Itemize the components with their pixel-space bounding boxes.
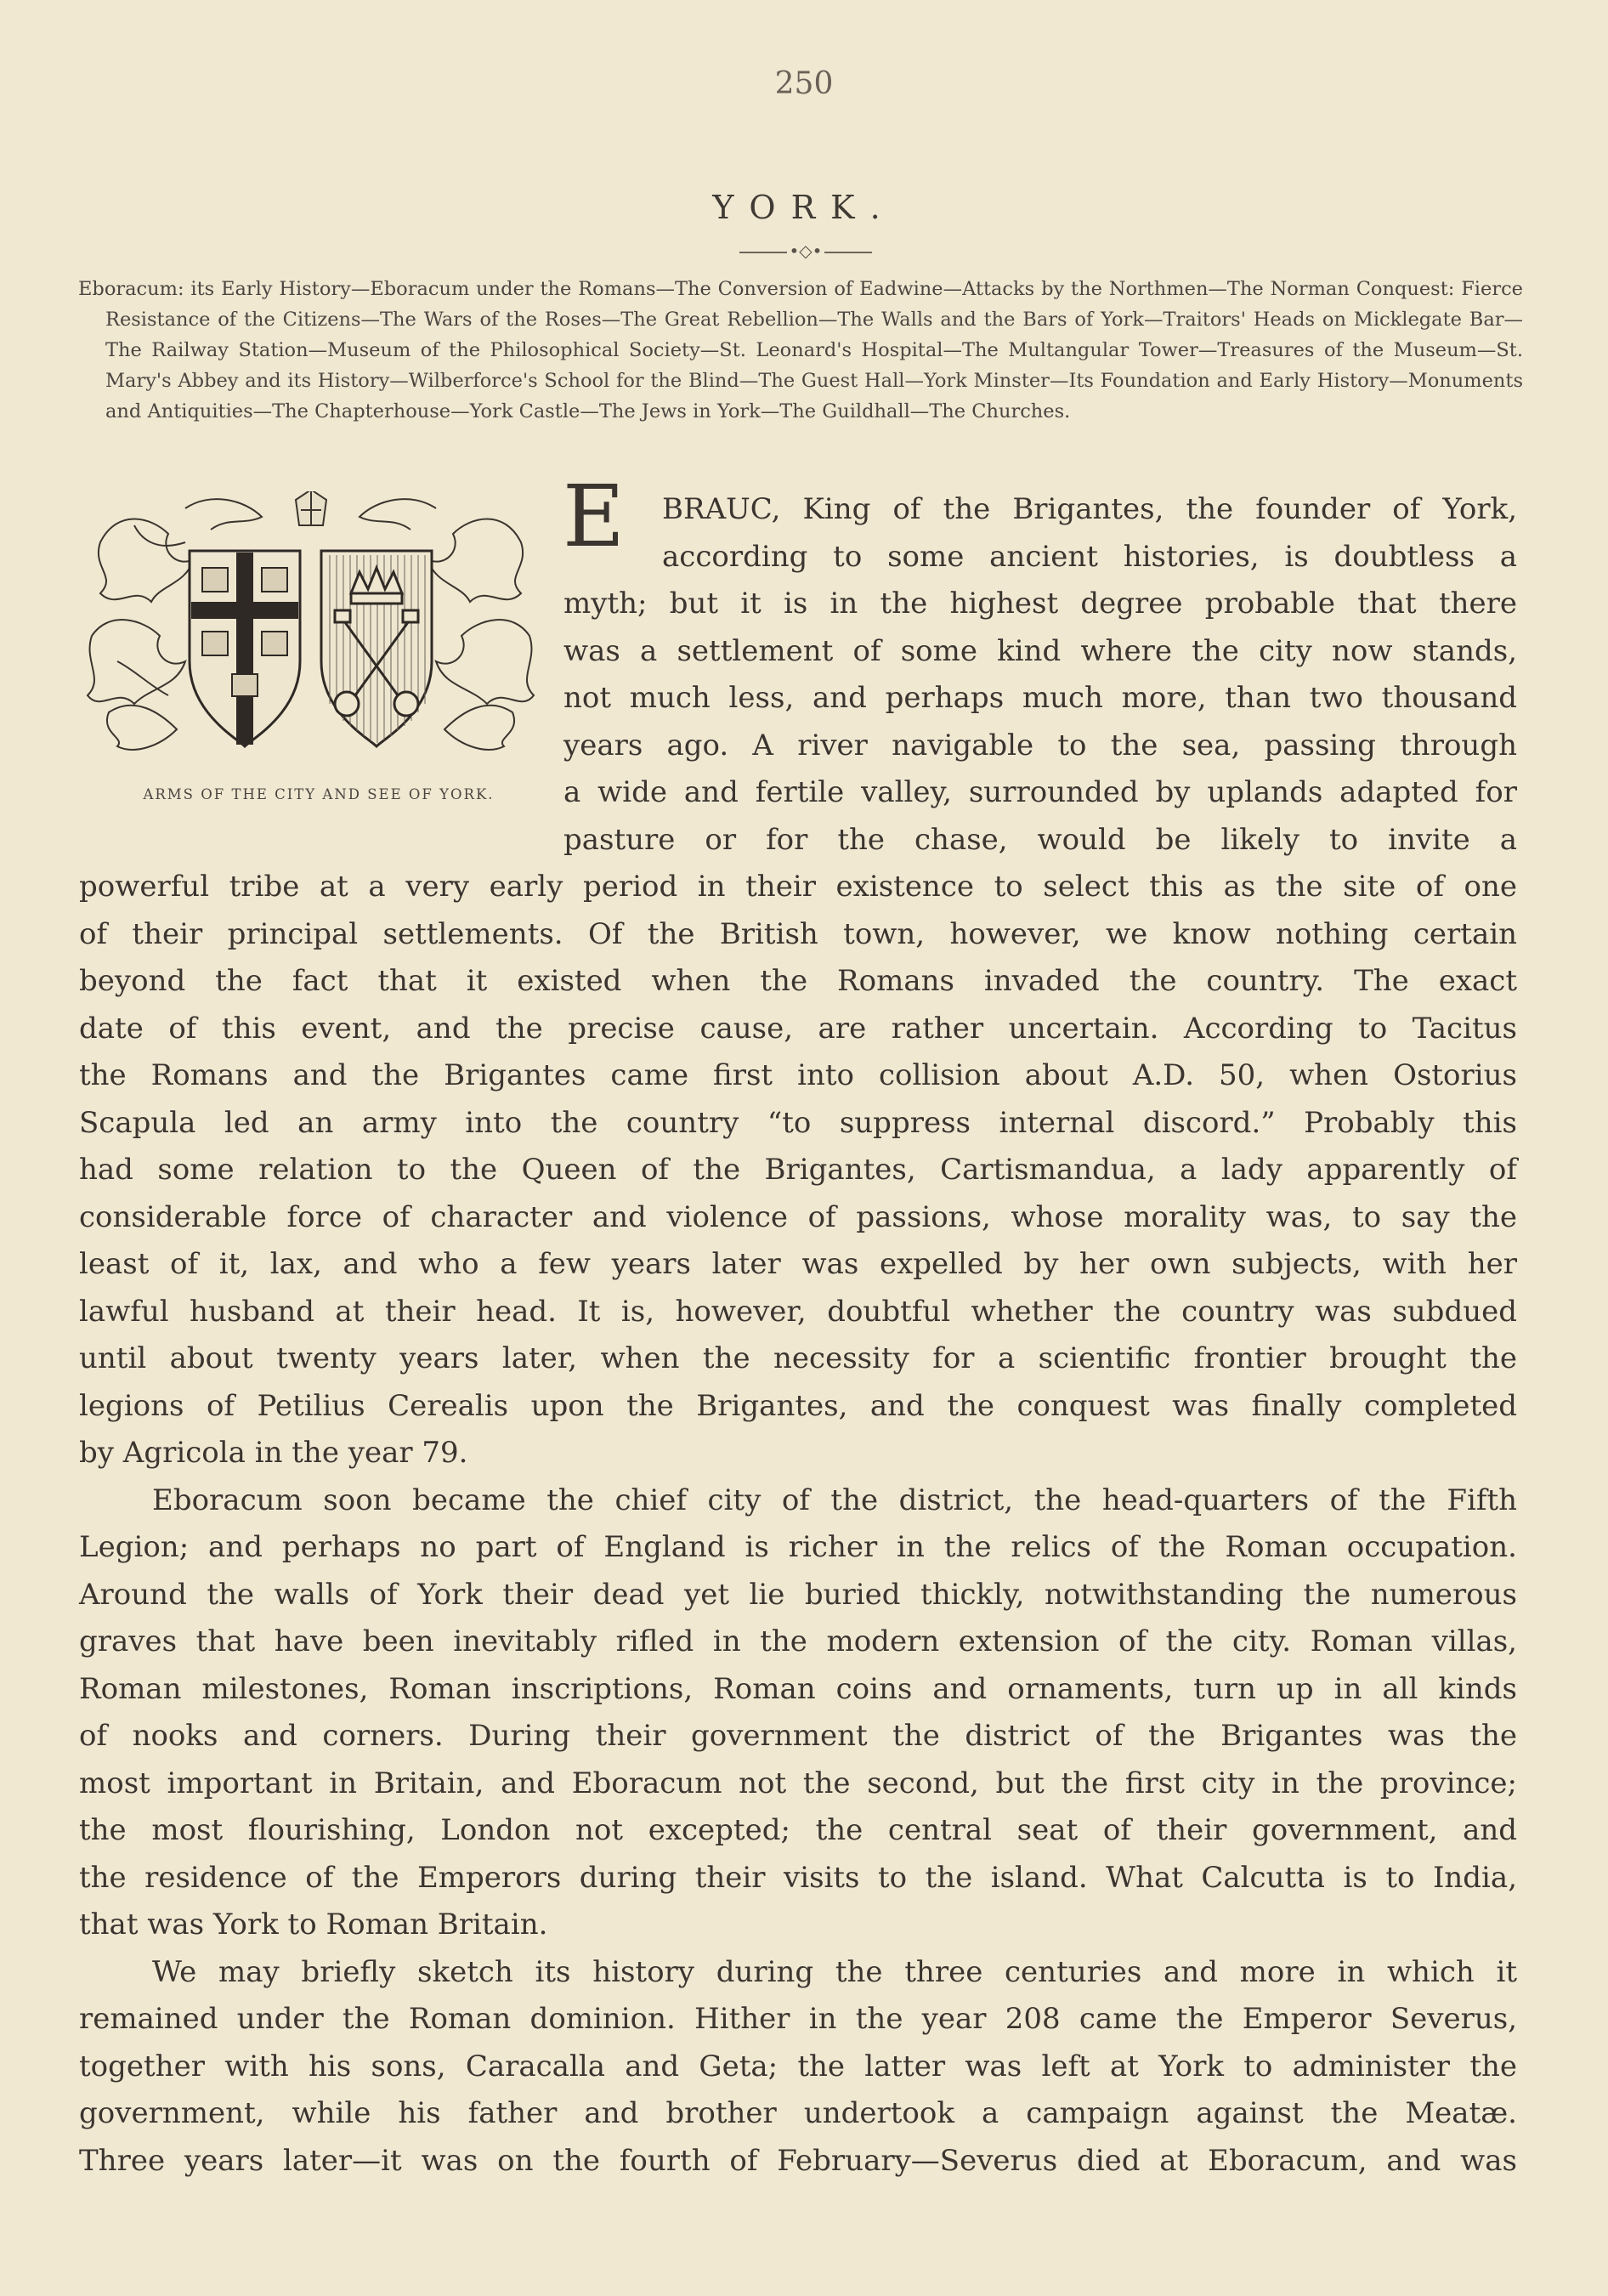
- body-text: [79, 864, 1517, 2185]
- text-line: had some relation to the Queen of the Brigantes, Cartismandua, a lady apparently of: [79, 1153, 1517, 1187]
- chapter-title: YORK.: [712, 189, 896, 226]
- illustration-caption: ARMS OF THE CITY AND SEE OF YORK.: [143, 786, 495, 802]
- text-line: the residence of the Emperors during their visits to the island. What Calcutta is to India,: [79, 1860, 1517, 1895]
- text-line: myth; but it is in the highest degree probable that there: [563, 587, 1517, 621]
- text-line: legions of Petilius Cerealis upon the Brigantes, and the conquest was finally completed: [79, 1388, 1517, 1423]
- text-line: Eboracum soon became the chief city of the district, the head-quarters of the Fifth: [152, 1482, 1517, 1517]
- text-line: Legion; and perhaps no part of England is richer in the relics of the Roman occupation.: [79, 1530, 1517, 1564]
- text-line: until about twenty years later, when the necessity for a scientific frontier brought the: [79, 1341, 1517, 1375]
- text-line: was a settlement of some kind where the city now stands,: [563, 633, 1517, 668]
- text-line: government, while his father and brother undertook a campaign against the Meatæ.: [79, 2096, 1517, 2130]
- text-line: considerable force of character and violence of passions, whose morality was, to say the: [79, 1199, 1517, 1234]
- chapter-summary-text: Eboracum: its Early History—Eboracum under the Romans—The Conversion of Eadwine—Attacks by the Northmen—The Norman Conquest: Fierce Resistance of the Citizens—The Wars of the Roses—The Great Rebellion—The Walls and the Bars of York—Traitors' Heads on Micklegate Bar—The Railway Station—Museum of the Philosophical Society—St. Leonard's Hospital—The Multangular Tower—Treasures of the Museum—St. Mary's Abbey and its History—Wilberforce's School for the Blind—The Guest Hall—York Minster—Its Foundation and Early History—Monuments and Antiquities—The Chapterhouse—York Castle—The Jews in York—The Guildhall—The Churches.: [78, 278, 1523, 422]
- drop-cap: E: [563, 467, 625, 566]
- text-line: a wide and fertile valley, surrounded by uplands adapted for: [563, 775, 1517, 809]
- text-line: Around the walls of York their dead yet lie buried thickly, notwithstanding the numerous: [79, 1577, 1517, 1612]
- text-line: according to some ancient histories, is doubtless a: [662, 539, 1517, 574]
- rule-ornament-icon: •◇•: [787, 241, 824, 261]
- text-line: Three years later—it was on the fourth of February—Severus died at Eboracum, and was: [79, 2143, 1517, 2178]
- text-line: powerful tribe at a very early period in their existence to select this as the site of one: [79, 870, 1517, 904]
- text-line: BRAUC, King of the Brigantes, the founder of York,: [662, 492, 1517, 526]
- text-line: Scapula led an army into the country “to suppress internal discord.” Probably this: [79, 1105, 1517, 1140]
- text-line: of nooks and corners. During their government the district of the Brigantes was the: [79, 1719, 1517, 1753]
- text-line: graves that have been inevitably rifled in the modern extension of the city. Roman villas,: [79, 1624, 1517, 1658]
- coat-of-arms-illustration: [83, 491, 538, 772]
- chapter-summary: [78, 274, 1523, 427]
- text-line: together with his sons, Caracalla and Geta; the latter was left at York to administer the: [79, 2049, 1517, 2083]
- intro-paragraph: [563, 486, 1517, 864]
- text-line: most important in Britain, and Eboracum not the second, but the first city in the province;: [79, 1766, 1517, 1800]
- text-line: that was York to Roman Britain.: [79, 1908, 548, 1942]
- text-line: least of it, lax, and who a few years later was expelled by her own subjects, with her: [79, 1247, 1517, 1281]
- text-line: the most flourishing, London not excepted; the central seat of their government, and: [79, 1813, 1517, 1847]
- text-line: not much less, and perhaps much more, than two thousand: [563, 681, 1517, 715]
- text-line: date of this event, and the precise cause, are rather uncertain. According to Tacitus: [79, 1011, 1517, 1046]
- text-line: We may briefly sketch its history during the three centuries and more in which it: [152, 1954, 1517, 1989]
- text-line: the Romans and the Brigantes came first into collision about A.D. 50, when Ostorius: [79, 1058, 1517, 1092]
- text-line: years ago. A river navigable to the sea, passing through: [563, 728, 1517, 762]
- page-number: 250: [774, 66, 834, 101]
- text-line: beyond the fact that it existed when the Romans invaded the country. The exact: [79, 964, 1517, 998]
- text-line: lawful husband at their head. It is, however, doubtful whether the country was subdued: [79, 1294, 1517, 1329]
- text-line: remained under the Roman dominion. Hither in the year 208 came the Emperor Severus,: [79, 2002, 1517, 2036]
- text-line: by Agricola in the year 79.: [79, 1436, 468, 1470]
- text-line: Roman milestones, Roman inscriptions, Roman coins and ornaments, turn up in all kinds: [79, 1671, 1517, 1706]
- text-line: pasture or for the chase, would be likely to invite a: [563, 822, 1517, 857]
- text-line: of their principal settlements. Of the British town, however, we know nothing certain: [79, 916, 1517, 951]
